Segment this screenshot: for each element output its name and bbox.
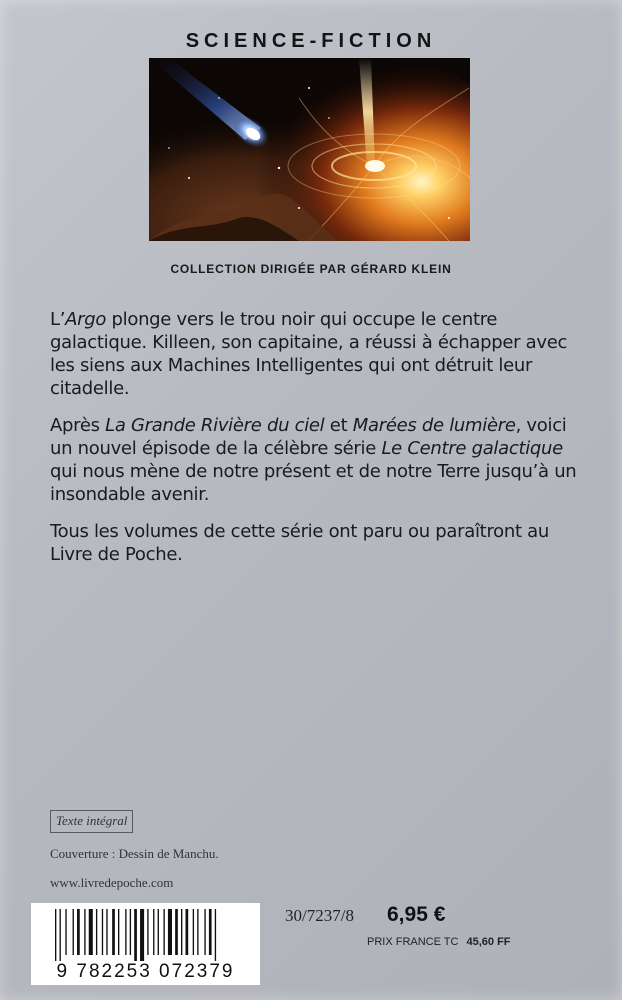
texte-integral-label: Texte intégral bbox=[50, 810, 133, 833]
barcode-bar bbox=[153, 909, 154, 955]
barcode-bar bbox=[102, 909, 103, 955]
reference-code: 30/7237/8 bbox=[285, 906, 354, 925]
series-title: SCIENCE-FICTION bbox=[185, 30, 437, 52]
publisher-website: www.livredepoche.com bbox=[50, 875, 174, 890]
blurb-paragraph-2 bbox=[50, 414, 580, 506]
cover-artwork bbox=[149, 58, 470, 241]
barcode-bar bbox=[55, 909, 56, 961]
price-france-label: PRIX FRANCE TC bbox=[367, 936, 459, 948]
blurb-paragraph-1 bbox=[50, 308, 580, 400]
price-france bbox=[367, 936, 511, 948]
blurb-p2-a: Après bbox=[50, 415, 106, 436]
space-illustration bbox=[149, 58, 470, 241]
barcode-bar bbox=[147, 909, 148, 955]
blurb-text bbox=[50, 308, 580, 580]
blurb-p2-c: , voici un nouvel épisode de la célèbre série bbox=[50, 415, 567, 459]
barcode-bar bbox=[89, 909, 93, 955]
previous-title-1: La Grande Rivière du ciel bbox=[105, 415, 325, 436]
blurb-p1-rest: plonge vers le trou noir qui occupe le centre galactique. Killeen, son capitaine, a réussi à échapper avec les siens aux Machines Intelligentes qui ont détruit leur citadelle. bbox=[50, 309, 568, 399]
barcode-bar bbox=[118, 909, 119, 955]
blurb-paragraph-3: Tous les volumes de cette série ont paru ou paraîtront au Livre de Poche. bbox=[50, 521, 549, 565]
barcode-bar bbox=[204, 909, 205, 955]
barcode-bar bbox=[163, 909, 164, 955]
series-name: Le Centre galactique bbox=[381, 438, 563, 459]
price-france-value: 45,60 FF bbox=[466, 936, 511, 948]
barcode-bar bbox=[96, 909, 97, 955]
price-euro: 6,95 € bbox=[387, 903, 446, 926]
barcode-bar bbox=[209, 909, 212, 955]
barcode-bar bbox=[186, 909, 189, 955]
barcode-bar bbox=[215, 909, 216, 961]
barcode-bar bbox=[197, 909, 198, 955]
collection-director-line: COLLECTION DIRIGÉE PAR GÉRARD KLEIN bbox=[170, 262, 452, 276]
barcode-bar bbox=[181, 909, 182, 955]
barcode-bar bbox=[134, 909, 137, 961]
barcode-bar bbox=[73, 909, 74, 955]
blurb-p2-d: qui nous mène de notre présent et de notre Terre jusqu’à un insondable avenir. bbox=[50, 461, 577, 505]
ship-name: Argo bbox=[65, 309, 107, 330]
barcode-bar bbox=[84, 909, 85, 955]
barcode-bar bbox=[106, 909, 107, 955]
barcode-bar bbox=[112, 909, 115, 955]
barcode-digits: 9 782253 072379 bbox=[56, 961, 235, 982]
barcode-bar bbox=[175, 909, 178, 955]
previous-title-2: Marées de lumière bbox=[352, 415, 516, 436]
barcode bbox=[31, 903, 260, 985]
blurb-p1-lead: L’ bbox=[50, 309, 66, 330]
barcode-bar bbox=[168, 909, 172, 955]
barcode-bar bbox=[158, 909, 159, 955]
barcode-bar bbox=[60, 909, 61, 961]
barcode-bar bbox=[65, 909, 66, 955]
barcode-bars bbox=[55, 909, 235, 961]
barcode-bar bbox=[140, 909, 144, 961]
barcode-bar bbox=[193, 909, 194, 955]
barcode-bar bbox=[130, 909, 131, 955]
barcode-bar bbox=[77, 909, 80, 955]
barcode-bar bbox=[125, 909, 126, 955]
blurb-p2-b: et bbox=[324, 415, 353, 436]
cover-credit: Couverture : Dessin de Manchu. bbox=[50, 846, 219, 861]
